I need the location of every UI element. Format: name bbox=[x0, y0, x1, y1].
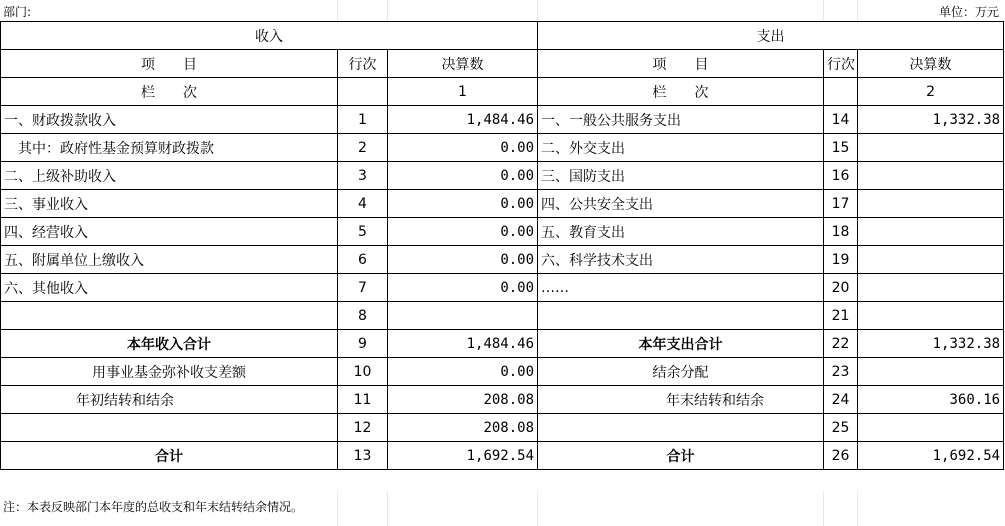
income-item-header[interactable]: 项 目 bbox=[1, 50, 338, 78]
income-line-cell[interactable]: 8 bbox=[338, 302, 388, 330]
expense-section-title[interactable]: 支出 bbox=[538, 22, 1004, 50]
gridline bbox=[337, 0, 338, 21]
income-amount-cell[interactable]: 1,484.46 bbox=[388, 106, 538, 134]
expense-amount-cell[interactable]: 1,332.38 bbox=[858, 106, 1004, 134]
expense-item-cell[interactable]: 合计 bbox=[538, 442, 824, 470]
expense-item-cell[interactable]: 五、教育支出 bbox=[538, 218, 824, 246]
expense-amount-cell[interactable] bbox=[858, 246, 1004, 274]
expense-item-cell[interactable] bbox=[538, 302, 824, 330]
expense-item-cell[interactable] bbox=[538, 414, 824, 442]
expense-item-cell[interactable]: …… bbox=[538, 274, 824, 302]
expense-line-cell[interactable]: 19 bbox=[824, 246, 858, 274]
gridline bbox=[857, 0, 858, 21]
income-line-cell[interactable]: 9 bbox=[338, 330, 388, 358]
expense-amount-cell[interactable] bbox=[858, 190, 1004, 218]
expense-line-cell[interactable]: 24 bbox=[824, 386, 858, 414]
income-item-cell[interactable] bbox=[1, 302, 338, 330]
expense-line-cell[interactable]: 18 bbox=[824, 218, 858, 246]
gridline bbox=[823, 0, 824, 21]
expense-item-cell[interactable]: 六、科学技术支出 bbox=[538, 246, 824, 274]
expense-amount-header[interactable]: 决算数 bbox=[858, 50, 1004, 78]
empty-cell[interactable] bbox=[824, 78, 858, 106]
income-line-cell[interactable]: 7 bbox=[338, 274, 388, 302]
income-column-label[interactable]: 栏 次 bbox=[1, 78, 338, 106]
income-column-number[interactable]: 1 bbox=[388, 78, 538, 106]
total-row bbox=[1, 442, 1004, 470]
income-item-cell[interactable]: 合计 bbox=[1, 442, 338, 470]
expense-amount-cell[interactable] bbox=[858, 162, 1004, 190]
expense-line-header[interactable]: 行次 bbox=[824, 50, 858, 78]
expense-amount-cell[interactable] bbox=[858, 134, 1004, 162]
expense-item-cell[interactable]: 一、一般公共服务支出 bbox=[538, 106, 824, 134]
expense-line-cell[interactable]: 25 bbox=[824, 414, 858, 442]
income-expense-table bbox=[0, 21, 1004, 470]
income-amount-cell[interactable]: 0.00 bbox=[388, 190, 538, 218]
unit-label: 单位：万元 bbox=[938, 5, 999, 19]
income-line-cell[interactable]: 10 bbox=[338, 358, 388, 386]
expense-amount-cell[interactable]: 1,692.54 bbox=[858, 442, 1004, 470]
expense-item-header[interactable]: 项 目 bbox=[538, 50, 824, 78]
income-amount-cell[interactable]: 0.00 bbox=[388, 134, 538, 162]
income-line-cell[interactable]: 2 bbox=[338, 134, 388, 162]
summary-row bbox=[1, 386, 1004, 414]
table-row bbox=[1, 302, 1004, 330]
income-amount-cell[interactable]: 208.08 bbox=[388, 414, 538, 442]
table-row bbox=[1, 106, 1004, 134]
expense-column-label[interactable]: 栏 次 bbox=[538, 78, 824, 106]
table-row bbox=[1, 162, 1004, 190]
income-line-cell[interactable]: 1 bbox=[338, 106, 388, 134]
income-line-cell[interactable]: 5 bbox=[338, 218, 388, 246]
summary-row bbox=[1, 358, 1004, 386]
expense-amount-cell[interactable] bbox=[858, 218, 1004, 246]
expense-line-cell[interactable]: 16 bbox=[824, 162, 858, 190]
column-header-row bbox=[1, 50, 1004, 78]
expense-line-cell[interactable]: 22 bbox=[824, 330, 858, 358]
section-header-row bbox=[1, 22, 1004, 50]
income-item-cell[interactable]: 其中：政府性基金预算财政拨款 bbox=[1, 134, 338, 162]
summary-row bbox=[1, 330, 1004, 358]
expense-column-number[interactable]: 2 bbox=[858, 78, 1004, 106]
income-item-cell[interactable]: 四、经营收入 bbox=[1, 218, 338, 246]
income-amount-cell[interactable]: 1,484.46 bbox=[388, 330, 538, 358]
income-item-cell[interactable]: 五、附属单位上缴收入 bbox=[1, 246, 338, 274]
expense-item-cell[interactable]: 二、外交支出 bbox=[538, 134, 824, 162]
expense-line-cell[interactable]: 23 bbox=[824, 358, 858, 386]
table-row bbox=[1, 218, 1004, 246]
expense-line-cell[interactable]: 15 bbox=[824, 134, 858, 162]
expense-line-cell[interactable]: 14 bbox=[824, 106, 858, 134]
gridline bbox=[387, 0, 388, 21]
expense-line-cell[interactable]: 17 bbox=[824, 190, 858, 218]
table-row bbox=[1, 246, 1004, 274]
income-amount-cell[interactable]: 0.00 bbox=[388, 274, 538, 302]
expense-item-cell[interactable]: 年末结转和结余 bbox=[538, 386, 824, 414]
expense-amount-cell[interactable] bbox=[858, 302, 1004, 330]
empty-cell[interactable] bbox=[338, 78, 388, 106]
income-amount-cell[interactable]: 1,692.54 bbox=[388, 442, 538, 470]
summary-row bbox=[1, 414, 1004, 442]
income-line-cell[interactable]: 6 bbox=[338, 246, 388, 274]
expense-item-cell[interactable]: 本年支出合计 bbox=[538, 330, 824, 358]
sheet-header bbox=[0, 0, 1005, 21]
income-amount-header[interactable]: 决算数 bbox=[388, 50, 538, 78]
income-line-cell[interactable]: 3 bbox=[338, 162, 388, 190]
income-section-title[interactable]: 收入 bbox=[1, 22, 538, 50]
income-line-header[interactable]: 行次 bbox=[338, 50, 388, 78]
income-amount-cell[interactable]: 0.00 bbox=[388, 358, 538, 386]
income-item-cell[interactable]: 用事业基金弥补收支差额 bbox=[1, 358, 338, 386]
income-amount-cell[interactable]: 0.00 bbox=[388, 246, 538, 274]
income-item-cell[interactable]: 一、财政拨款收入 bbox=[1, 106, 338, 134]
income-amount-cell[interactable] bbox=[388, 302, 538, 330]
expense-amount-cell[interactable]: 360.16 bbox=[858, 386, 1004, 414]
income-item-cell[interactable] bbox=[1, 414, 338, 442]
department-label: 部门: bbox=[3, 5, 32, 19]
expense-amount-cell[interactable] bbox=[858, 414, 1004, 442]
table-row bbox=[1, 274, 1004, 302]
table-row bbox=[1, 190, 1004, 218]
income-line-cell[interactable]: 12 bbox=[338, 414, 388, 442]
income-item-cell[interactable]: 三、事业收入 bbox=[1, 190, 338, 218]
income-amount-cell[interactable]: 0.00 bbox=[388, 218, 538, 246]
gridline bbox=[537, 0, 538, 21]
expense-line-cell[interactable]: 26 bbox=[824, 442, 858, 470]
expense-amount-cell[interactable] bbox=[858, 274, 1004, 302]
column-number-row bbox=[1, 78, 1004, 106]
expense-line-cell[interactable]: 21 bbox=[824, 302, 858, 330]
income-amount-cell[interactable]: 0.00 bbox=[388, 162, 538, 190]
income-item-cell[interactable]: 二、上级补助收入 bbox=[1, 162, 338, 190]
footnote: 注：本表反映部门本年度的总收支和年末结转结余情况。 bbox=[3, 500, 304, 514]
expense-item-cell[interactable]: 四、公共安全支出 bbox=[538, 190, 824, 218]
expense-line-cell[interactable]: 20 bbox=[824, 274, 858, 302]
income-line-cell[interactable]: 11 bbox=[338, 386, 388, 414]
income-item-cell[interactable]: 六、其他收入 bbox=[1, 274, 338, 302]
expense-item-cell[interactable]: 结余分配 bbox=[538, 358, 824, 386]
income-item-cell[interactable]: 本年收入合计 bbox=[1, 330, 338, 358]
income-amount-cell[interactable]: 208.08 bbox=[388, 386, 538, 414]
sheet-footer bbox=[0, 491, 1005, 521]
expense-amount-cell[interactable] bbox=[858, 358, 1004, 386]
expense-item-cell[interactable]: 三、国防支出 bbox=[538, 162, 824, 190]
income-item-cell[interactable]: 年初结转和结余 bbox=[1, 386, 338, 414]
expense-amount-cell[interactable]: 1,332.38 bbox=[858, 330, 1004, 358]
income-line-cell[interactable]: 4 bbox=[338, 190, 388, 218]
table-row bbox=[1, 134, 1004, 162]
income-line-cell[interactable]: 13 bbox=[338, 442, 388, 470]
